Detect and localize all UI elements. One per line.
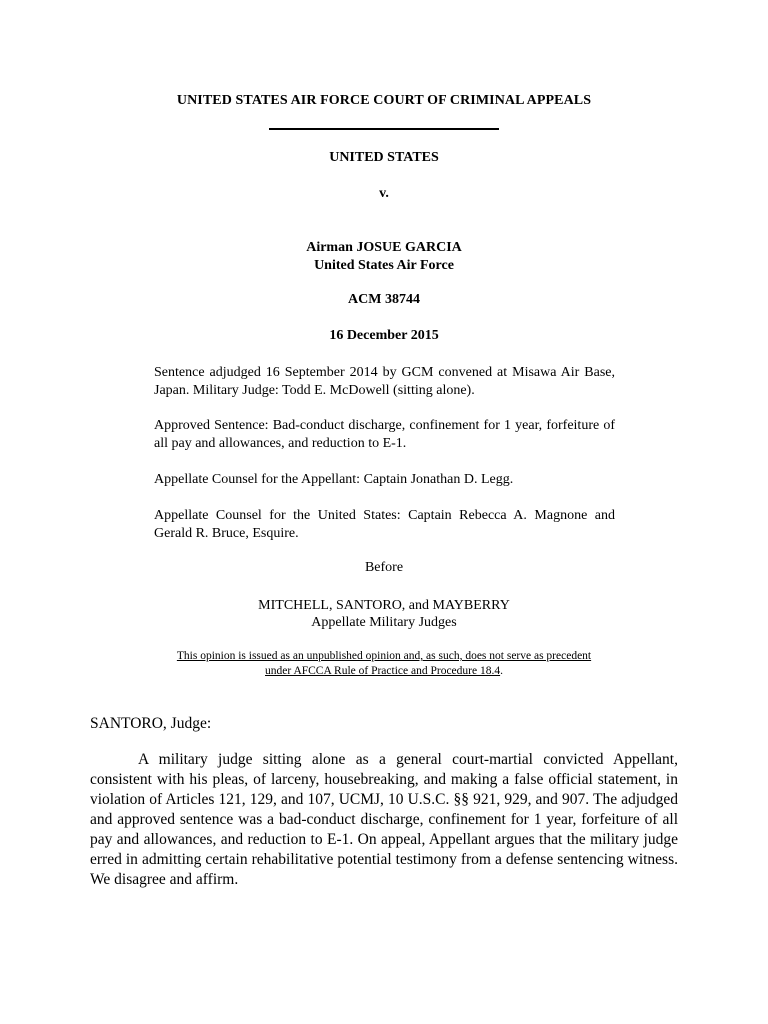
opinion-author: SANTORO, Judge: — [90, 715, 212, 732]
party-name: UNITED STATES — [329, 150, 439, 165]
appellant-service: United States Air Force — [314, 258, 454, 273]
opinion-paragraph: A military judge sitting alone as a general court-martial convicted Appellant, consistent with his pleas, of larceny, housebreaking, and making a false official statement, in violation of Articles 121, 129, and 107, UCMJ, 10 U.S.C. §§ 921, 929, and 907. The adjudged and approved sentence was a bad-conduct discharge, confinement for 1 year, forfeiture of all pay and allowances, and reduction to E-1. On appeal, Appellant argues that the military judge erred in admitting certain rehabilitative potential testimony from a defense sentencing witness. We disagree and affirm. — [90, 751, 678, 888]
appellant-block — [0, 239, 768, 275]
judges-names: MITCHELL, SANTORO, and MAYBERRY — [258, 598, 510, 613]
notice-line-1: This opinion is issued as an unpublished opinion and, as such, does not serve as precedent — [176, 650, 592, 662]
before-label: Before — [364, 560, 404, 575]
title-divider — [269, 128, 499, 130]
docket-number: ACM 38744 — [348, 292, 420, 307]
notice-line-2: under AFCCA Rule of Practice and Procedure 18.4 — [265, 665, 501, 677]
unpublished-notice — [0, 649, 768, 679]
appellant-name: Airman JOSUE GARCIA — [306, 240, 462, 255]
approved-sentence-paragraph: Approved Sentence: Bad-conduct discharge, confinement for 1 year, forfeiture of all pay and allowances, and reduction to E-1. — [154, 418, 615, 451]
judges-title: Appellate Military Judges — [311, 615, 457, 630]
court-title: UNITED STATES AIR FORCE COURT OF CRIMINAL APPEALS — [176, 93, 592, 108]
sentence-paragraph: Sentence adjudged 16 September 2014 by GCM convened at Misawa Air Base, Japan. Military Judge: Todd E. McDowell (sitting alone). — [154, 365, 615, 398]
judges-block — [0, 597, 768, 631]
notice-line-2-end: . — [500, 665, 503, 677]
appellant-counsel-paragraph: Appellate Counsel for the Appellant: Captain Jonathan D. Legg. — [154, 472, 514, 487]
decision-date: 16 December 2015 — [329, 328, 439, 343]
government-counsel-paragraph: Appellate Counsel for the United States: Captain Rebecca A. Magnone and Gerald R. Bruce, Esquire. — [154, 508, 615, 541]
versus-label: v. — [379, 186, 389, 201]
